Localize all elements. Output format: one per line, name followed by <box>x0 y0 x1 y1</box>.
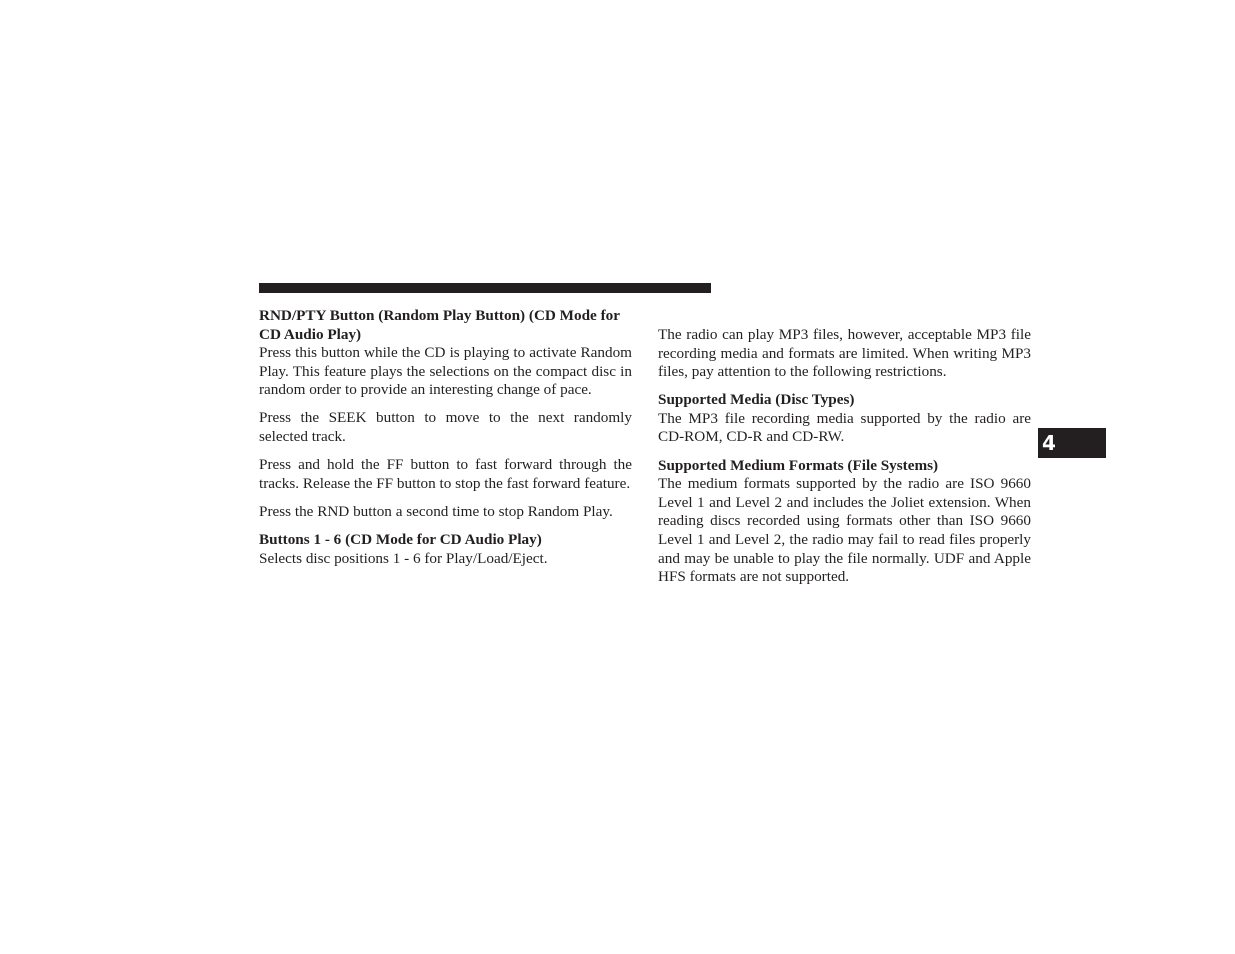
mp3-intro-paragraph: The radio can play MP3 files, however, acceptable MP3 file recording media and formats are limited. When writing MP3 files, pay attention to the following restrictions. <box>658 326 1031 381</box>
right-column <box>658 326 1031 596</box>
supported-media-paragraph: The MP3 file recording media supported by the radio are CD-ROM, CD-R and CD-RW. <box>658 409 1031 446</box>
rnd-pty-paragraph: Press this button while the CD is playing to activate Random Play. This feature plays the selections on the compact disc in random order to provide an interesting change of pace. <box>259 344 632 399</box>
rnd-pty-section <box>259 307 632 400</box>
supported-formats-paragraph: The medium formats supported by the radio are ISO 9660 Level 1 and Level 2 and includes the Joliet extension. When reading discs recorded using formats other than ISO 9660 Level 1 and Level 2, the radio may fail to read files properly and may be unable to play the file normally. UDF and Apple HFS formats are not supported. <box>658 475 1031 586</box>
rnd-pty-heading: RND/PTY Button (Random Play Button) (CD Mode for CD Audio Play) <box>259 307 620 343</box>
buttons-section <box>259 531 632 568</box>
chapter-number: 4 <box>1042 431 1056 455</box>
supported-media-section <box>658 391 1031 447</box>
chapter-tab <box>1038 428 1106 458</box>
supported-media-heading: Supported Media (Disc Types) <box>658 391 855 409</box>
header-rule <box>259 283 711 293</box>
buttons-paragraph: Selects disc positions 1 - 6 for Play/Load/Eject. <box>259 549 548 567</box>
supported-formats-section <box>658 457 1031 587</box>
supported-formats-heading: Supported Medium Formats (File Systems) <box>658 456 939 474</box>
ff-paragraph: Press and hold the FF button to fast forward through the tracks. Release the FF button to stop the fast forward feature. <box>259 456 632 492</box>
seek-paragraph: Press the SEEK button to move to the next randomly selected track. <box>259 409 632 446</box>
left-column <box>259 307 632 578</box>
rnd-stop-paragraph: Press the RND button a second time to stop Random Play. <box>259 502 613 520</box>
buttons-heading: Buttons 1 - 6 (CD Mode for CD Audio Play) <box>259 530 542 548</box>
